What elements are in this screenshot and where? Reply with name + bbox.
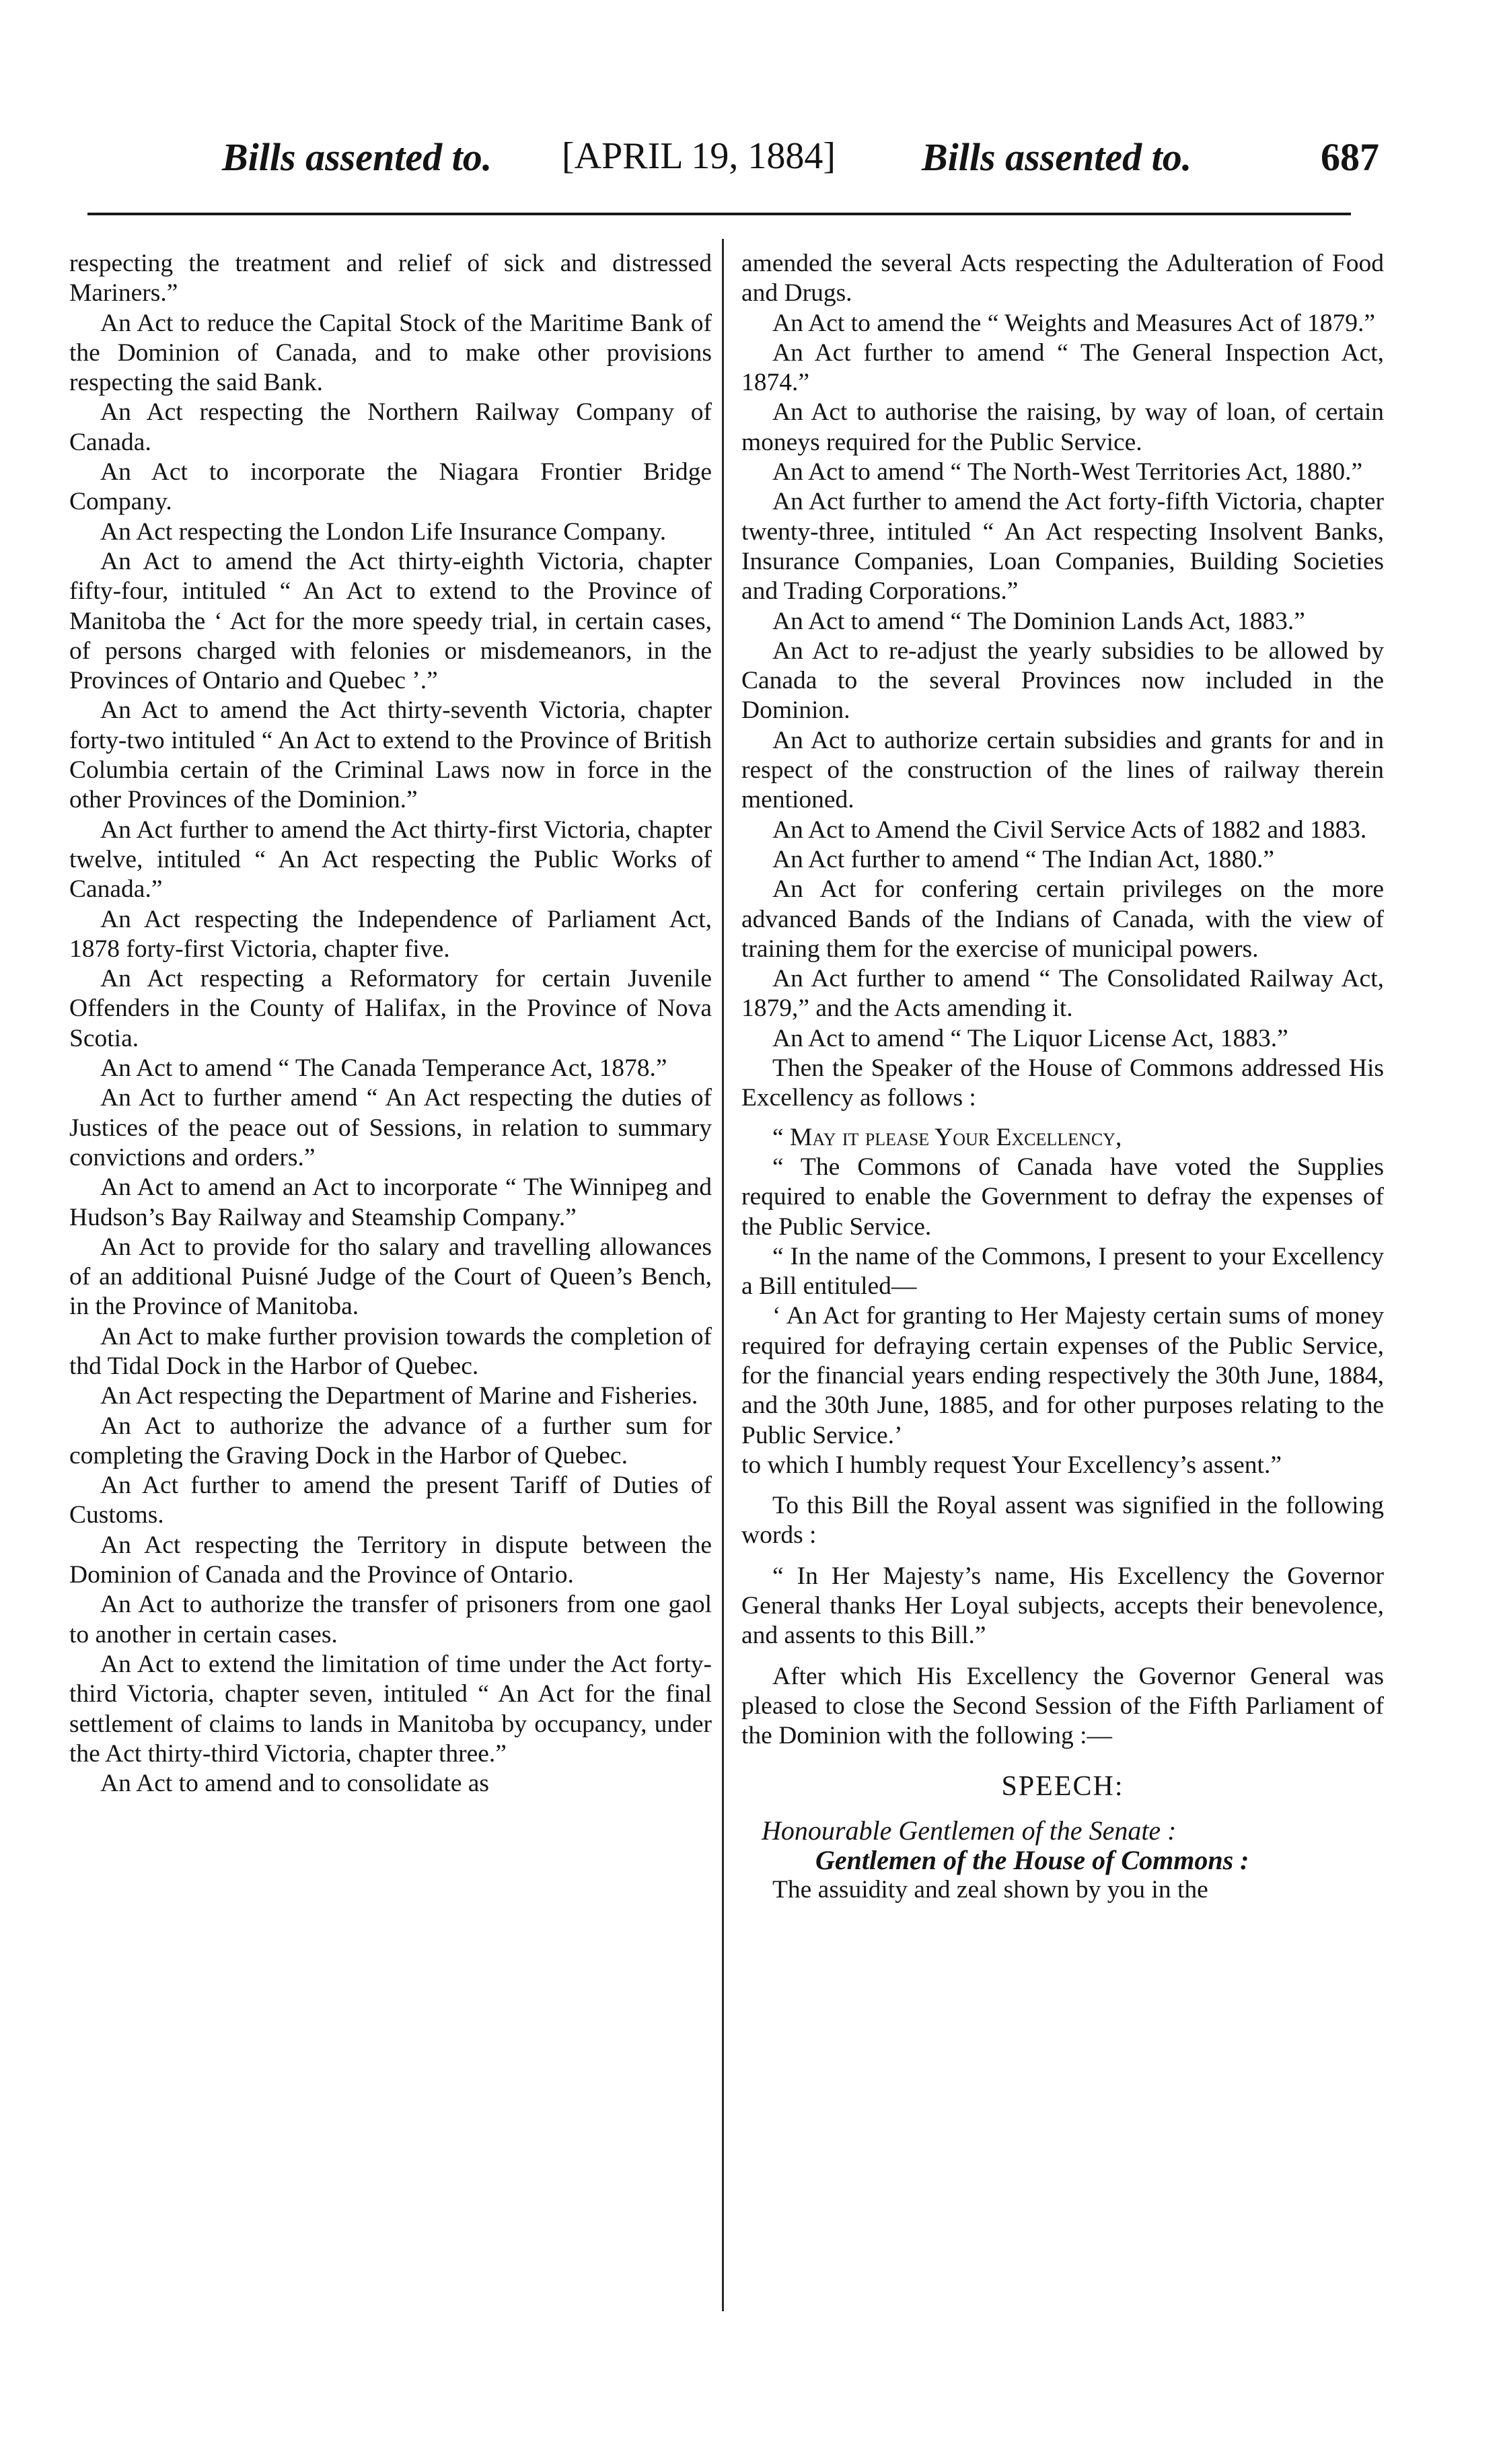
assent-words: “ In Her Majesty’s name, His Excellency the Governor General thanks Her Loyal subjects, accepts their benevolence, and assents to this Bill.” (741, 1562, 1384, 1650)
paragraph: An Act respecting a Reformatory for certain Juvenile Offenders in the County of Halifax, in the Province of Nova Scotia. (69, 965, 712, 1052)
paragraph: An Act to amend an Act to incorporate “ The Winnipeg and Hudson’s Bay Railway and Steamship Company.” (69, 1173, 712, 1231)
running-header (222, 135, 1379, 188)
paragraph: An Act for confering certain privileges on the more advanced Bands of the Indians of Canada, with the view of training them for the exercise of municipal powers. (741, 875, 1384, 963)
left-column (69, 249, 712, 1799)
address-paragraph: “ In the name of the Commons, I present to your Excellency a Bill entituled— (741, 1242, 1384, 1301)
header-date: [APRIL 19, 1884] (562, 135, 836, 177)
salutation-commons: Gentlemen of the House of Commons : (815, 1845, 1249, 1876)
paragraph: An Act further to amend “ The Consolidated Railway Act, 1879,” and the Acts amending it. (741, 965, 1384, 1023)
paragraph: respecting the treatment and relief of sick and distressed Mariners.” (69, 250, 712, 307)
paragraph: An Act further to amend the Act forty-fifth Victoria, chapter twenty-three, intituled “ An Act respecting Insolvent Banks, Insurance Companies, Loan Companies, Building Societies and Trading Corporations.” (741, 488, 1384, 606)
paragraph: An Act to reduce the Capital Stock of the Maritime Bank of the Dominion of Canada, and to make other provisions respecting the said Bank. (69, 309, 712, 397)
paragraph: An Act to authorize the transfer of prisoners from one gaol to another in certain cases. (69, 1591, 712, 1648)
paragraph: An Act to amend the Act thirty-eighth Victoria, chapter fifty-four, intituled “ An Act to extend to the Province of Manitoba the ‘ Act for the more speedy trial, in certain cases, of persons charged with felonies or misdemeanors, in the Provinces of Ontario and Quebec ’.” (69, 547, 712, 695)
assent-intro: To this Bill the Royal assent was signified in the following words : (741, 1492, 1384, 1550)
paragraph: An Act further to amend “ The Indian Act, 1880.” (772, 845, 1274, 873)
running-title-right: Bills assented to. (922, 135, 1192, 179)
paragraph: An Act to authorize certain subsidies and grants for and in respect of the construction of the lines of railway therein mentioned. (741, 726, 1384, 814)
paragraph: amended the several Acts respecting the Adulteration of Food and Drugs. (741, 250, 1384, 307)
paragraph: An Act to Amend the Civil Service Acts of 1882 and 1883. (772, 816, 1367, 844)
paragraph: An Act respecting the Northern Railway Company of Canada. (69, 398, 712, 456)
salutation-senate: Honourable Gentlemen of the Senate : (762, 1815, 1177, 1846)
paragraph: An Act to further amend “ An Act respecting the duties of Justices of the peace out of Sessions, in relation to summary convictions and orders.” (69, 1084, 712, 1171)
address-paragraph: “ The Commons of Canada have voted the Supplies required to enable the Government to defray the expenses of the Public Service. (741, 1153, 1384, 1241)
paragraph: An Act respecting the Department of Marine and Fisheries. (100, 1382, 698, 1410)
running-title-left: Bills assented to. (222, 135, 492, 179)
paragraph: An Act to amend the Act thirty-seventh Victoria, chapter forty-two intituled “ An Act to extend to the Province of British Columbia certain of the Criminal Laws now in force in the other Provinces of the Dominion.” (69, 696, 712, 814)
paragraph: An Act to authorise the raising, by way of loan, of certain moneys required for the Public Service. (741, 398, 1384, 456)
paragraph: An Act to re-adjust the yearly subsidies to be allowed by Canada to the several Provinces now included in the Dominion. (741, 637, 1384, 725)
paragraph: An Act respecting the Independence of Parliament Act, 1878 forty-first Victoria, chapter five. (69, 905, 712, 963)
paragraph: An Act to provide for tho salary and travelling allowances of an additional Puisné Judge of the Court of Queen’s Bench, in the Province of Manitoba. (69, 1233, 712, 1321)
paragraph: An Act to make further provision towards the completion of thd Tidal Dock in the Harbor of Quebec. (69, 1322, 712, 1380)
page-number: 687 (1321, 135, 1379, 179)
paragraph: An Act to amend “ The Dominion Lands Act, 1883.” (772, 607, 1305, 635)
paragraph: An Act to amend “ The North-West Territories Act, 1880.” (772, 458, 1363, 486)
right-column (741, 249, 1384, 1906)
speech-title: SPEECH: (1001, 1770, 1124, 1802)
paragraph: An Act further to amend the present Tariff of Duties of Customs. (69, 1472, 712, 1529)
address-paragraph: to which I humbly request Your Excellency’s assent.” (741, 1451, 1282, 1479)
address-paragraph: ‘ An Act for granting to Her Majesty certain sums of money required for defraying certain expenses of the Public Service, for the financial years ending respectively the 30th June, 1884, and the 30th June, 1885, and for other purposes relating to the Public Service.’ (741, 1302, 1384, 1449)
speaker-intro: Then the Speaker of the House of Commons addressed His Excellency as follows : (741, 1054, 1384, 1112)
column-divider (722, 239, 724, 2311)
paragraph: An Act further to amend the Act thirty-first Victoria, chapter twelve, intituled “ An Act respecting the Public Works of Canada.” (69, 816, 712, 904)
address-salutation: “ May it please Your Excellency, (772, 1123, 1122, 1151)
paragraph: An Act to amend “ The Canada Temperance Act, 1878.” (100, 1054, 667, 1083)
paragraph: An Act respecting the London Life Insurance Company. (100, 517, 667, 546)
paragraph: An Act respecting the Territory in dispute between the Dominion of Canada and the Province of Ontario. (69, 1531, 712, 1589)
paragraph: An Act to incorporate the Niagara Frontier Bridge Company. (69, 458, 712, 516)
paragraph: An Act to amend the “ Weights and Measures Act of 1879.” (772, 309, 1376, 337)
paragraph: An Act further to amend “ The General Inspection Act, 1874.” (741, 338, 1384, 397)
paragraph: An Act to amend “ The Liquor License Act, 1883.” (772, 1024, 1288, 1052)
paragraph: An Act to amend and to consolidate as (100, 1770, 489, 1798)
header-rule (87, 213, 1351, 215)
paragraph: An Act to authorize the advance of a further sum for completing the Graving Dock in the Harbor of Quebec. (69, 1412, 712, 1470)
paragraph: An Act to extend the limitation of time under the Act forty-third Victoria, chapter seven, intituled “ An Act for the final settlement of claims to lands in Manitoba by occupancy, under the Act thirty-third Victoria, chapter three.” (69, 1650, 712, 1768)
speech-first-line: The assuidity and zeal shown by you in the (772, 1876, 1208, 1904)
closing-paragraph: After which His Excellency the Governor General was pleased to close the Second Session of the Fifth Parliament of the Dominion with the following :— (741, 1662, 1384, 1750)
